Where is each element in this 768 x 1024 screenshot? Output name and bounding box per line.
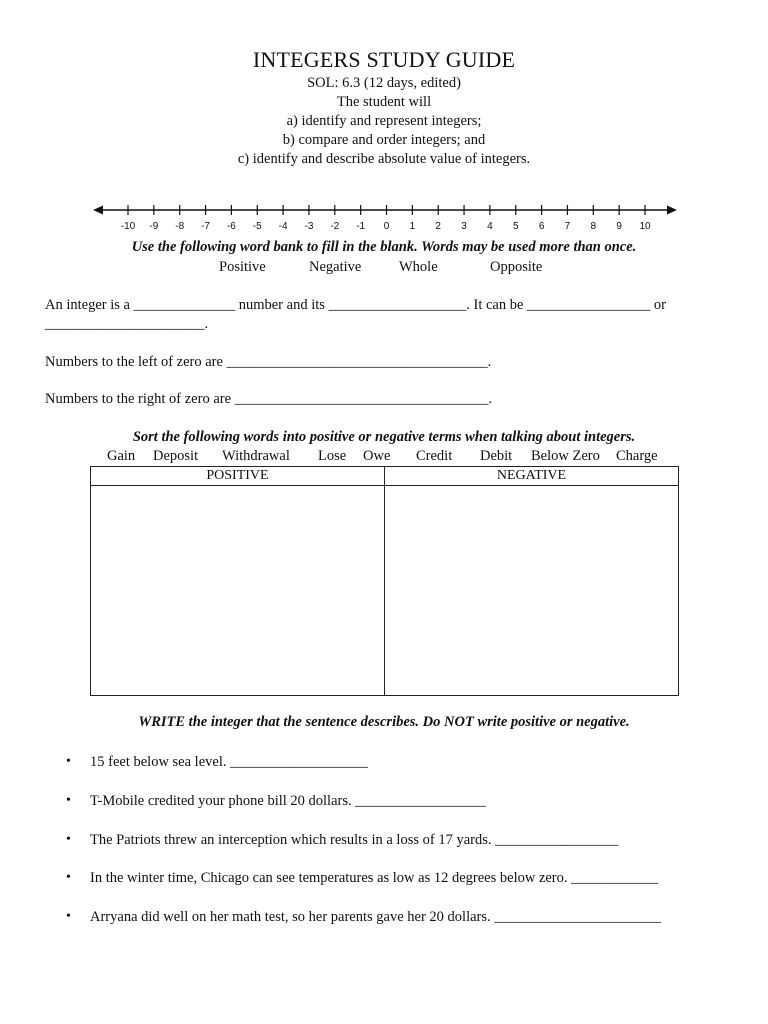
number-line-tick-label: -8 xyxy=(175,221,185,232)
number-line-tick-label: -9 xyxy=(149,221,159,232)
arrow-right-icon xyxy=(667,206,677,215)
write-item-1: 15 feet below sea level. ___________________ xyxy=(90,754,368,770)
number-line-tick-label: -3 xyxy=(304,221,314,232)
sort-word-owe: Owe xyxy=(363,448,391,464)
write-item-5: Arryana did well on her math test, so her parents gave her 20 dollars. _______________________ xyxy=(90,909,662,925)
bullet-icon: • xyxy=(66,793,71,808)
objective-a: a) identify and represent integers; xyxy=(286,113,482,129)
sort-word-deposit: Deposit xyxy=(153,448,199,464)
bullet-icon: • xyxy=(66,909,71,924)
negative-answer-cell[interactable] xyxy=(385,486,679,696)
number-line-tick-label: 8 xyxy=(590,221,597,232)
fill-in-left-of-zero: Numbers to the left of zero are ____________________________________. xyxy=(45,354,492,370)
negative-column-header: NEGATIVE xyxy=(385,467,679,486)
number-line-tick-label: 2 xyxy=(435,221,441,232)
write-item-2: T-Mobile credited your phone bill 20 dollars. __________________ xyxy=(90,793,486,809)
bullet-icon: • xyxy=(66,832,71,847)
word-bank-whole: Whole xyxy=(399,259,438,275)
number-line-tick-label: 5 xyxy=(512,221,519,232)
number-line-tick-label: 9 xyxy=(616,221,622,232)
sort-word-credit: Credit xyxy=(416,448,453,464)
number-line-tick-label: -10 xyxy=(120,221,136,232)
sort-instruction: Sort the following words into positive or negative terms when talking about integers. xyxy=(132,429,636,445)
bullet-icon: • xyxy=(66,870,71,885)
word-bank-positive: Positive xyxy=(219,259,266,275)
number-line xyxy=(90,196,690,236)
fill-in-integer-cont: ______________________. xyxy=(45,316,209,332)
number-line-tick-label: 10 xyxy=(639,221,651,232)
objective-b: b) compare and order integers; and xyxy=(282,132,486,148)
number-line-tick-label: -4 xyxy=(278,221,288,232)
word-bank-negative: Negative xyxy=(309,259,362,275)
word-bank-opposite: Opposite xyxy=(490,259,543,275)
intro-line: The student will xyxy=(336,94,432,110)
sort-word-debit: Debit xyxy=(480,448,513,464)
fill-in-right-of-zero: Numbers to the right of zero are ___________________________________. xyxy=(45,391,493,407)
sort-word-gain: Gain xyxy=(107,448,136,464)
number-line-tick-label: -6 xyxy=(226,221,236,232)
write-item-3: The Patriots threw an interception which results in a loss of 17 yards. _________________ xyxy=(90,832,619,848)
arrow-left-icon xyxy=(93,206,103,215)
number-line-tick-label: 0 xyxy=(383,221,390,232)
number-line-tick-label: -1 xyxy=(356,221,366,232)
number-line-tick-label: 4 xyxy=(487,221,493,232)
number-line-tick-label: 7 xyxy=(564,221,571,232)
number-line-tick-label: -5 xyxy=(252,221,262,232)
number-line-tick-label: 3 xyxy=(461,221,467,232)
positive-column-header: POSITIVE xyxy=(91,467,385,486)
sort-word-charge: Charge xyxy=(616,448,658,464)
sort-word-below-zero: Below Zero xyxy=(531,448,600,464)
number-line-tick-label: -7 xyxy=(201,221,211,232)
number-line-tick-label: 6 xyxy=(538,221,545,232)
fill-in-integer: An integer is a ______________ number and its ___________________. It can be _________________ or xyxy=(45,297,667,313)
number-line-tick-label: 1 xyxy=(409,221,416,232)
page-title: INTEGERS STUDY GUIDE xyxy=(252,47,516,72)
sort-table xyxy=(90,466,679,696)
objective-c: c) identify and describe absolute value of integers. xyxy=(237,151,531,167)
write-item-4: In the winter time, Chicago can see temperatures as low as 12 degrees below zero. ____________ xyxy=(90,870,659,886)
bullet-icon: • xyxy=(66,754,71,769)
number-line-tick-label: -2 xyxy=(330,221,340,232)
sort-word-withdrawal: Withdrawal xyxy=(222,448,290,464)
sol-line: SOL: 6.3 (12 days, edited) xyxy=(307,75,461,91)
write-instruction: WRITE the integer that the sentence describes. Do NOT write positive or negative. xyxy=(138,714,630,730)
positive-answer-cell[interactable] xyxy=(91,486,385,696)
word-bank-instruction: Use the following word bank to fill in the blank. Words may be used more than once. xyxy=(131,239,637,255)
sort-word-lose: Lose xyxy=(318,448,347,464)
